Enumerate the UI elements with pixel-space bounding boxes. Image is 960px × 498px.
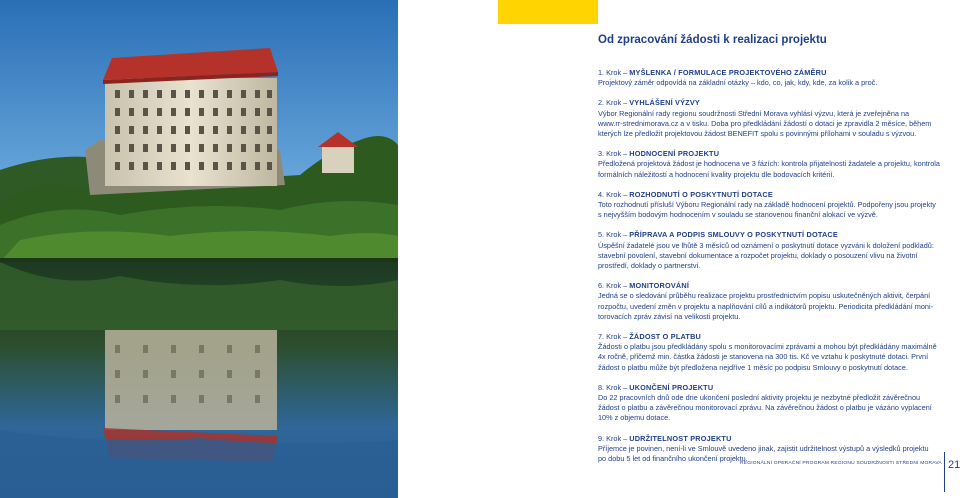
step-heading xyxy=(598,230,960,240)
step-number: 4. Krok – xyxy=(598,189,628,199)
castle-photo xyxy=(0,0,398,498)
step-number: 9. Krok – xyxy=(598,433,628,443)
step-8 xyxy=(598,383,960,424)
page-title: Od zpracování žádosti k realizaci projektu xyxy=(598,34,827,46)
step-heading xyxy=(598,68,960,78)
step-number: 7. Krok – xyxy=(598,332,628,342)
step-text-line: Předložená projektová žádost je hodnocena ve 3 fázích: kontrola přijatelnosti žadatele a projektu, kontrola xyxy=(598,159,940,169)
step-number: 6. Krok – xyxy=(598,281,628,291)
step-name: UDRŽITELNOST PROJEKTU xyxy=(629,433,732,443)
step-text-line: po dobu 5 let od finančního ukončení projektu. xyxy=(598,454,748,464)
step-number: 2. Krok – xyxy=(598,98,628,108)
step-text-line: Projektový záměr odpovídá na základní otázky – kdo, co, jak, kdy, kde, za kolik a proč. xyxy=(598,78,878,88)
step-text-line: Žádosti o platbu jsou předkládány spolu s monitorovacími zprávami a mohou být předkládány maximálně xyxy=(598,342,937,352)
step-text-line: s nejvyšším bodovým hodnocením v souladu se stanovenou finanční alokací ve výzvě. xyxy=(598,210,878,220)
step-4 xyxy=(598,190,960,221)
footer-divider xyxy=(944,452,945,492)
page-number: 21 xyxy=(948,459,960,471)
step-text-line: Toto rozhodnutí přísluší Výboru Regionální rady na základě hodnocení projektů. Podpořeny jsou projekty xyxy=(598,200,936,210)
step-5 xyxy=(598,230,960,271)
step-name: MONITOROVÁNÍ xyxy=(629,281,690,291)
process-steps xyxy=(598,34,960,474)
step-text-line: kterých lze předložit projektovou žádost BENEFIT spolu s povinnými přílohami v souladu s výzvou. xyxy=(598,129,917,139)
step-2 xyxy=(598,98,960,139)
step-heading xyxy=(598,383,960,393)
castle-photo-illustration xyxy=(0,0,398,498)
footer-program-name: REGIONÁLNÍ OPERAČNÍ PROGRAM REGIONU SOUDRŽNOSTI STŘEDNÍ MORAVA xyxy=(740,461,942,466)
step-name: VYHLÁŠENÍ VÝZVY xyxy=(629,98,700,108)
step-text-line: rozpočtu, uvedení změn v projektu a naplňování cílů a indikátorů projektu. Periodicita předkládání moni- xyxy=(598,301,934,311)
step-text-line: prostředí, doklady o partnerství. xyxy=(598,261,701,271)
step-name: PŘÍPRAVA A PODPIS SMLOUVY O POSKYTNUTÍ DOTACE xyxy=(629,230,838,240)
step-heading xyxy=(598,281,960,291)
step-text-line: Příjemce je povinen, není-li ve Smlouvě uvedeno jinak, zajistit udržitelnost výstupů a výsledků projektu xyxy=(598,443,929,453)
step-name: HODNOCENÍ PROJEKTU xyxy=(629,149,720,159)
step-heading xyxy=(598,434,960,444)
step-name: MYŠLENKA / FORMULACE PROJEKTOVÉHO ZÁMĚRU xyxy=(629,68,827,77)
step-7 xyxy=(598,332,960,373)
step-9 xyxy=(598,434,960,465)
step-1 xyxy=(598,68,960,88)
step-number: 1. Krok – xyxy=(598,68,628,77)
step-text-line: torovacích zpráv závisí na velikosti projektu. xyxy=(598,311,741,321)
step-text-line: Jedná se o sledování průběhu realizace projektu prostřednictvím popisu uskutečněných aktivit, čerpání xyxy=(598,291,931,301)
step-text-line: formálních náležitostí a hodnocení kvality projektu dle bodovacích kritérií. xyxy=(598,169,835,179)
step-text-line: žádost o platbu může být předložena nejdříve 1 měsíc po podpisu Smlouvy o poskytnutí dotace. xyxy=(598,362,908,372)
step-name: ROZHODNUTÍ O POSKYTNUTÍ DOTACE xyxy=(629,189,773,199)
step-text-line: stavební povolení, stavební dokumentace a rozpočet projektu, doklady o posouzení vlivu na životní xyxy=(598,250,918,260)
step-text-line: www.rr-strednimorava.cz a v tisku. Doba pro předkládání žádostí o dotaci je zpravidla 2 měsíce, během xyxy=(598,118,932,128)
step-text-line: Výbor Regionální rady regionu soudržnosti Střední Morava vyhlásí výzvu, která je zveřejněna na xyxy=(598,108,910,118)
step-name: UKONČENÍ PROJEKTU xyxy=(629,382,714,392)
step-number: 8. Krok – xyxy=(598,382,628,392)
step-number: 3. Krok – xyxy=(598,149,628,159)
step-heading xyxy=(598,98,960,108)
step-name: ŽÁDOST O PLATBU xyxy=(629,332,702,342)
step-heading xyxy=(598,190,960,200)
step-text-line: 10% z objemu dotace. xyxy=(598,413,671,423)
step-number: 5. Krok – xyxy=(598,230,628,240)
step-3 xyxy=(598,149,960,180)
step-text-line: žádost o platbu a závěrečnou monitorovací zprávu. Na závěrečnou žádost o platbu je vázáno vyplacení xyxy=(598,403,932,413)
step-heading xyxy=(598,332,960,342)
yellow-accent-tab xyxy=(498,0,598,24)
step-text-line: Do 22 pracovních dnů ode dne ukončení poslední aktivity projektu je nezbytné předložit závěrečnou xyxy=(598,393,921,403)
step-text-line: Úspěšní žadatelé jsou ve lhůtě 3 měsíců od oznámení o poskytnutí dotace vyzváni k doložení podkladů: xyxy=(598,240,934,250)
step-6 xyxy=(598,281,960,322)
step-heading xyxy=(598,149,960,159)
step-text-line: 4x ročně, přičemž min. částka žádosti je stanovena na 300 tis. Kč ve vztahu k poskytnuté dotaci. První xyxy=(598,352,929,362)
